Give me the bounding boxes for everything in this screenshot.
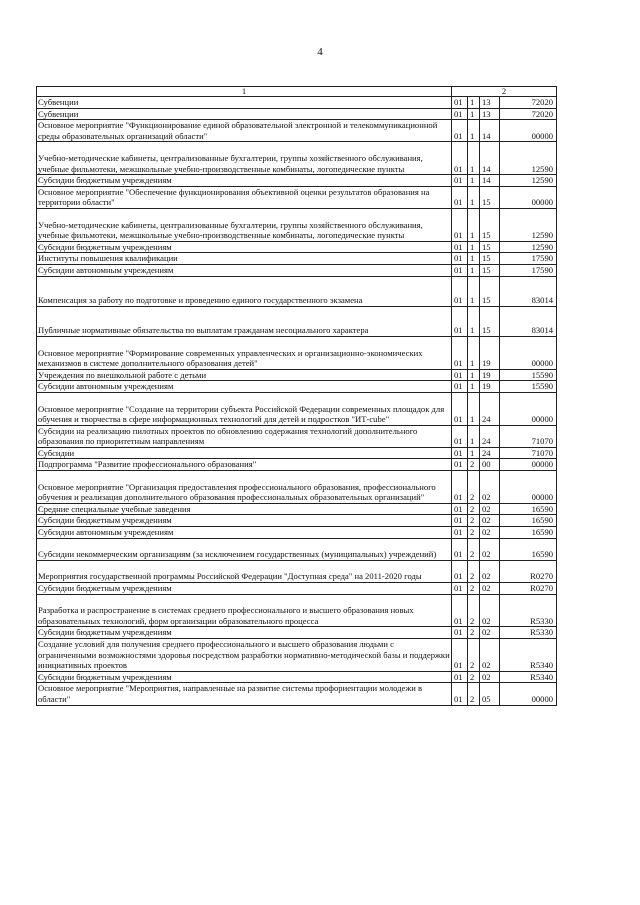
- row-code-2: 2: [468, 515, 480, 527]
- row-code-2: 1: [468, 381, 480, 393]
- row-code-4: 12590: [500, 142, 557, 175]
- table-row: [37, 527, 557, 539]
- row-code-1: 01: [452, 503, 468, 515]
- row-code-2: 1: [468, 241, 480, 253]
- row-code-1: 01: [452, 425, 468, 447]
- table-row: [37, 447, 557, 459]
- row-code-2: 1: [468, 97, 480, 109]
- row-code-1: 01: [452, 336, 468, 369]
- row-code-4: 16590: [500, 538, 557, 560]
- row-code-2: 1: [468, 276, 480, 306]
- row-code-3: 19: [480, 369, 500, 381]
- row-name: Субвенции: [37, 108, 452, 120]
- row-code-3: 02: [480, 538, 500, 560]
- row-name: Основное мероприятие "Организация предоставления профессионального образования, профессионального обучения и реализация дополнительного образования профессиональных образовательных организаций": [37, 471, 452, 504]
- row-name: Основное мероприятие "Обеспечение функционирования объективной оценки результатов образования на территории области": [37, 186, 452, 208]
- row-code-3: 24: [480, 425, 500, 447]
- page-number: 4: [317, 46, 323, 58]
- row-name: Основное мероприятие "Создание на территории субъекта Российской Федерации современных площадок для обучения и творчества в сфере информационных технологий для детей и подростков "ИТ-cube": [37, 392, 452, 425]
- row-code-1: 01: [452, 671, 468, 683]
- row-code-2: 1: [468, 306, 480, 336]
- row-code-3: 24: [480, 447, 500, 459]
- row-name: Создание условий для получения среднего профессионального и высшего образования людьми с ограниченными возможностями здоровья посредством разработки нормативно-методической базы и поддержки инициативных проектов: [38, 639, 450, 671]
- table-row: [37, 515, 557, 527]
- table-row: [37, 175, 557, 187]
- row-code-4: 00000: [500, 471, 557, 504]
- table-row: [37, 639, 557, 672]
- row-code-4: 00000: [500, 336, 557, 369]
- row-code-4: 83014: [500, 306, 557, 336]
- row-code-2: 1: [468, 208, 480, 241]
- row-code-4: 16590: [500, 503, 557, 515]
- table-row: [37, 108, 557, 120]
- table-row: [37, 392, 557, 425]
- row-code-4: 15590: [500, 381, 557, 393]
- row-name: Субсидии бюджетным учреждениям: [37, 241, 452, 253]
- table-row: [37, 241, 557, 253]
- row-code-1: 01: [452, 142, 468, 175]
- row-code-1: 01: [452, 538, 468, 560]
- table-row: [37, 671, 557, 683]
- row-code-4: R5330: [500, 627, 557, 639]
- table-row: [37, 306, 557, 336]
- table-row: [37, 627, 557, 639]
- row-name: Основное мероприятие "Мероприятия, направленные на развитие системы профориентации молодежи в области": [37, 683, 452, 705]
- table-row: [37, 276, 557, 306]
- row-name: Учебно-методические кабинеты, централизованные бухгалтерии, группы хозяйственного обслуживания, учебные фильмотеки, межшкольные учебно-производственные комбинаты, логопедические пункты: [37, 142, 452, 175]
- row-code-1: 01: [452, 447, 468, 459]
- table-row: [37, 253, 557, 265]
- row-name: Субсидии автономным учреждениям: [37, 527, 452, 539]
- row-code-1: 01: [452, 392, 468, 425]
- row-code-1: 01: [452, 381, 468, 393]
- row-name: Мероприятия государственной программы Российской Федерации "Доступная среда" на 2011-2020 годы: [37, 560, 452, 582]
- row-code-3: 15: [480, 208, 500, 241]
- table-row: [37, 503, 557, 515]
- row-code-2: 2: [468, 639, 480, 672]
- row-code-1: 01: [452, 459, 468, 471]
- row-code-3: 05: [480, 683, 500, 705]
- table-row: [37, 381, 557, 393]
- row-code-3: 02: [480, 671, 500, 683]
- row-name: Субсидии автономным учреждениям: [37, 264, 452, 276]
- row-code-3: 00: [480, 459, 500, 471]
- row-code-3: 19: [480, 336, 500, 369]
- row-name: Средние специальные учебные заведения: [37, 503, 452, 515]
- row-code-3: 15: [480, 306, 500, 336]
- row-name: Публичные нормативные обязательства по выплатам гражданам несоциального характера: [37, 306, 452, 336]
- row-code-4: 17590: [500, 253, 557, 265]
- row-code-1: 01: [452, 594, 468, 627]
- row-name: Учебно-методические кабинеты, централизованные бухгалтерии, группы хозяйственного обслуживания, учебные фильмотеки, межшкольные учебно-производственные комбинаты, логопедические пункты: [37, 208, 452, 241]
- row-code-1: 01: [452, 527, 468, 539]
- row-code-1: 01: [452, 306, 468, 336]
- table-row: [37, 560, 557, 582]
- row-code-2: 1: [468, 369, 480, 381]
- row-code-1: 01: [452, 264, 468, 276]
- row-code-4: 16590: [500, 527, 557, 539]
- row-code-1: 01: [452, 560, 468, 582]
- row-code-2: 1: [468, 253, 480, 265]
- table-row: [37, 425, 557, 447]
- row-code-1: 01: [452, 369, 468, 381]
- table-row: [37, 97, 557, 109]
- row-code-4: 00000: [500, 186, 557, 208]
- row-code-3: 02: [480, 583, 500, 595]
- table-row: [37, 142, 557, 175]
- row-code-2: 2: [468, 503, 480, 515]
- table-header-row: [37, 87, 557, 97]
- row-code-1: 01: [452, 639, 468, 672]
- row-code-2: 2: [468, 538, 480, 560]
- row-name: Учреждения по внешкольной работе с детьми: [37, 369, 452, 381]
- row-code-2: 1: [468, 336, 480, 369]
- table-row: [37, 683, 557, 705]
- row-code-1: 01: [452, 120, 468, 142]
- table-row: [37, 471, 557, 504]
- row-code-3: 02: [480, 560, 500, 582]
- row-code-4: 71070: [500, 425, 557, 447]
- row-code-1: 01: [452, 97, 468, 109]
- row-code-3: 24: [480, 392, 500, 425]
- row-code-3: 15: [480, 276, 500, 306]
- row-name: Компенсация за работу по подготовке и проведению единого государственного экзамена: [37, 276, 452, 306]
- row-code-3: 14: [480, 120, 500, 142]
- row-code-4: 16590: [500, 515, 557, 527]
- row-code-3: 13: [480, 108, 500, 120]
- row-code-4: R5330: [500, 594, 557, 627]
- row-code-2: 2: [468, 683, 480, 705]
- row-code-4: 00000: [500, 120, 557, 142]
- row-code-3: 14: [480, 175, 500, 187]
- row-code-1: 01: [452, 108, 468, 120]
- table-row: [37, 186, 557, 208]
- row-code-4: 12590: [500, 208, 557, 241]
- row-code-2: 1: [468, 425, 480, 447]
- row-code-2: 2: [468, 671, 480, 683]
- row-code-2: 1: [468, 447, 480, 459]
- row-name: Разработка и распространение в системах среднего профессионального и высшего образования новых образовательных технологий, форм организации образовательного процесса: [37, 594, 452, 627]
- row-code-2: 2: [468, 560, 480, 582]
- row-code-2: 1: [468, 392, 480, 425]
- budget-table: [36, 86, 557, 706]
- row-name: Подпрограмма "Развитие профессионального образования": [37, 459, 452, 471]
- row-code-3: 19: [480, 381, 500, 393]
- table-row: [37, 594, 557, 627]
- row-name: Основное мероприятие "Функционирование единой образовательной электронной и телекоммуникационной среды образовательных организаций области": [37, 120, 452, 142]
- row-code-4: R5340: [500, 671, 557, 683]
- row-code-4: 15590: [500, 369, 557, 381]
- row-code-3: 15: [480, 264, 500, 276]
- row-code-1: 01: [452, 175, 468, 187]
- row-code-3: 15: [480, 186, 500, 208]
- row-name: Институты повышения квалификации: [37, 253, 452, 265]
- table-row: [37, 336, 557, 369]
- row-code-1: 01: [452, 186, 468, 208]
- row-name: Субсидии бюджетным учреждениям: [37, 175, 452, 187]
- row-code-3: 02: [480, 515, 500, 527]
- row-code-3: 02: [480, 503, 500, 515]
- row-code-1: 01: [452, 471, 468, 504]
- row-code-2: 1: [468, 186, 480, 208]
- row-name: Субсидии бюджетным учреждениям: [37, 515, 452, 527]
- row-name: Субсидии на реализацию пилотных проектов по обновлению содержания технологий дополнительного образования по приоритетным направлениям: [37, 425, 452, 447]
- row-code-4: 12590: [500, 241, 557, 253]
- row-name: Субвенции: [37, 97, 452, 109]
- row-code-4: 00000: [500, 392, 557, 425]
- row-code-3: 02: [480, 471, 500, 504]
- row-code-1: 01: [452, 241, 468, 253]
- row-code-4: 00000: [500, 459, 557, 471]
- row-code-4: 00000: [500, 683, 557, 705]
- row-code-1: 01: [452, 627, 468, 639]
- row-code-2: 2: [468, 594, 480, 627]
- row-code-2: 2: [468, 527, 480, 539]
- row-code-1: 01: [452, 583, 468, 595]
- row-code-1: 01: [452, 208, 468, 241]
- row-name: Субсидии некоммерческим организациям (за исключением государственных (муниципальных) учреждений): [37, 538, 452, 560]
- row-code-2: 2: [468, 471, 480, 504]
- row-code-3: 02: [480, 594, 500, 627]
- row-code-4: 72020: [500, 97, 557, 109]
- row-code-3: 02: [480, 527, 500, 539]
- row-code-2: 1: [468, 142, 480, 175]
- row-code-3: 13: [480, 97, 500, 109]
- row-code-1: 01: [452, 276, 468, 306]
- row-name: Субсидии бюджетным учреждениям: [37, 583, 452, 595]
- header-col-2: 2: [452, 87, 557, 97]
- table-row: [37, 538, 557, 560]
- row-code-3: 15: [480, 253, 500, 265]
- row-code-2: 1: [468, 108, 480, 120]
- row-code-2: 2: [468, 627, 480, 639]
- row-name: Субсидии: [37, 447, 452, 459]
- table-row: [37, 264, 557, 276]
- row-code-2: 1: [468, 120, 480, 142]
- row-code-2: 1: [468, 175, 480, 187]
- row-code-4: R5340: [500, 639, 557, 672]
- row-code-3: 15: [480, 241, 500, 253]
- row-code-1: 01: [452, 253, 468, 265]
- row-code-4: 72020: [500, 108, 557, 120]
- row-code-3: 14: [480, 142, 500, 175]
- table-row: [37, 459, 557, 471]
- table-row: [37, 120, 557, 142]
- row-code-1: 01: [452, 515, 468, 527]
- row-code-4: 12590: [500, 175, 557, 187]
- row-code-1: 01: [452, 683, 468, 705]
- row-code-2: 2: [468, 583, 480, 595]
- header-col-1: 1: [37, 87, 452, 97]
- row-code-4: 71070: [500, 447, 557, 459]
- row-name: Субсидии автономным учреждениям: [37, 381, 452, 393]
- table-row: [37, 208, 557, 241]
- row-name: Основное мероприятие "Формирование современных управленческих и организационно-экономических механизмов в системе дополнительного образования детей": [37, 336, 452, 369]
- row-code-4: R0270: [500, 560, 557, 582]
- row-code-2: 1: [468, 264, 480, 276]
- row-code-2: 2: [468, 459, 480, 471]
- row-code-3: 02: [480, 627, 500, 639]
- table-row: [37, 369, 557, 381]
- row-name: Субсидии бюджетным учреждениям: [37, 671, 452, 683]
- row-code-4: R0270: [500, 583, 557, 595]
- table-row: [37, 583, 557, 595]
- row-code-4: 83014: [500, 276, 557, 306]
- row-name: Субсидии бюджетным учреждениям: [37, 627, 452, 639]
- row-code-4: 17590: [500, 264, 557, 276]
- row-code-3: 02: [480, 639, 500, 672]
